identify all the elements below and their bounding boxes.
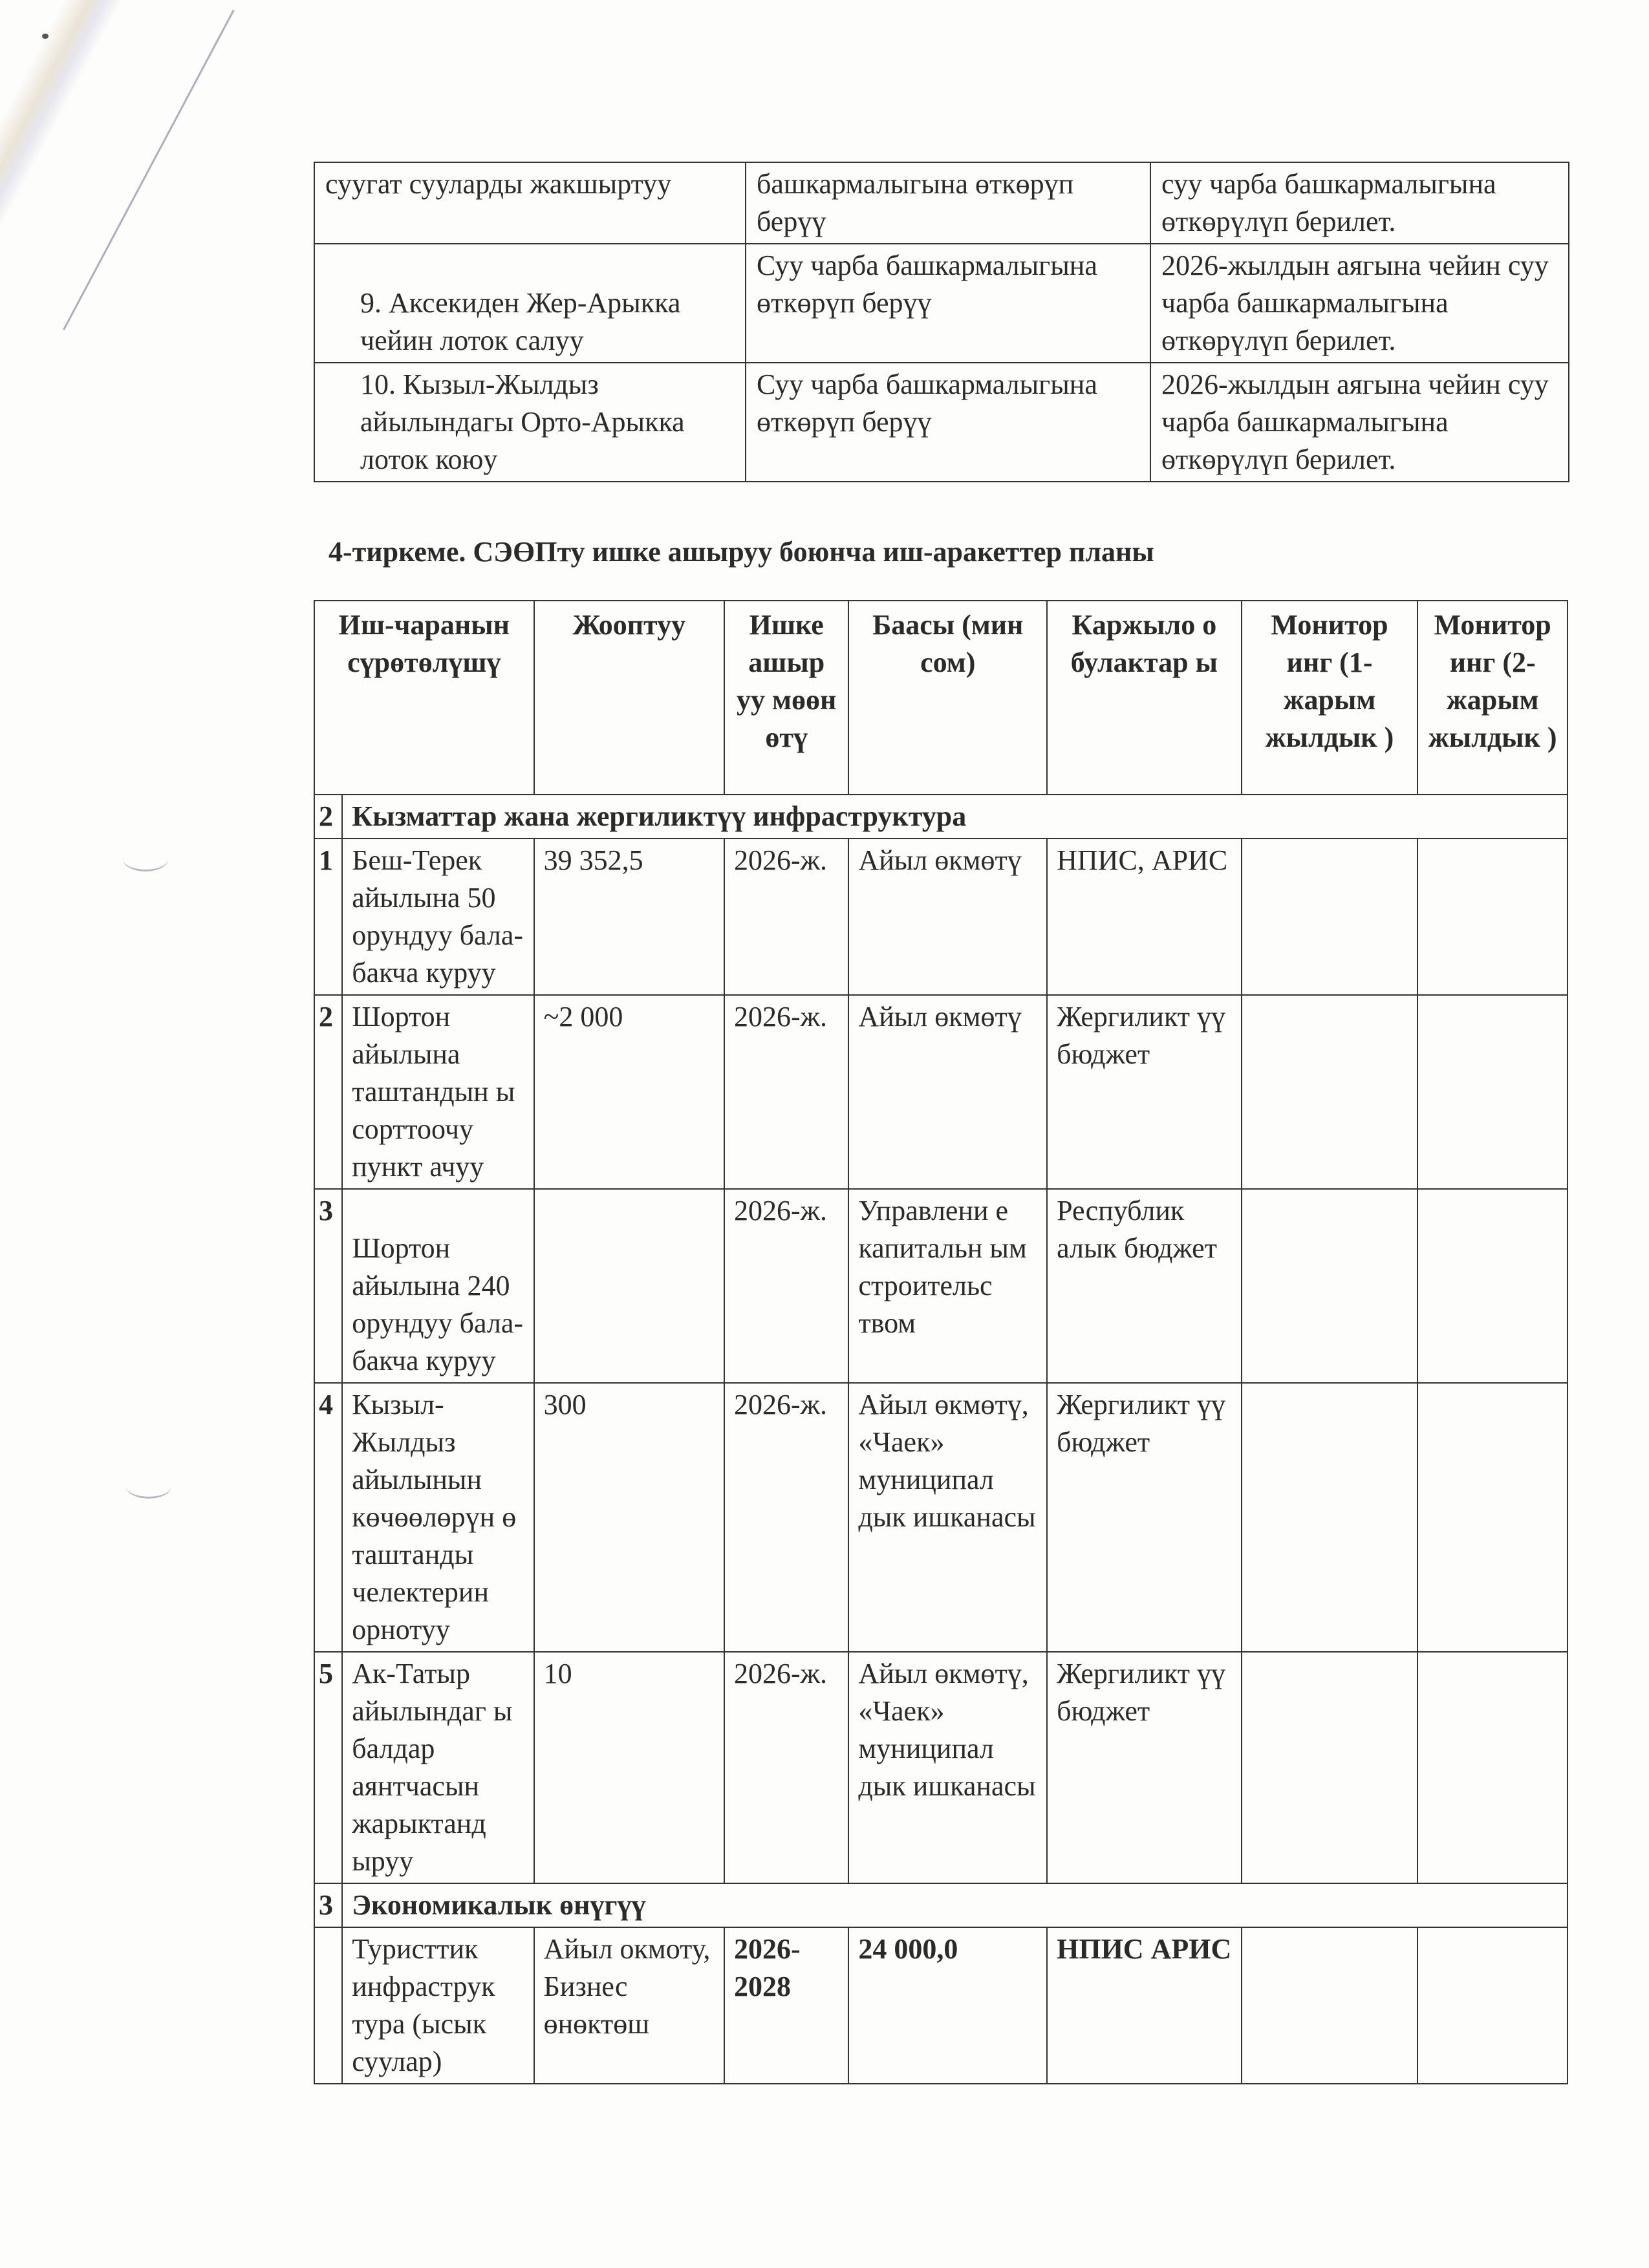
table-row: [314, 839, 1568, 995]
monitoring-2-cell: [1417, 839, 1568, 995]
annex-heading: 4-тиркеме. СЭӨПту ишке ашыруу боюнча иш-аракеттер планы: [329, 536, 1154, 568]
monitoring-2-cell: [1417, 995, 1568, 1189]
timeline-cell: 2026-ж.: [724, 1652, 848, 1883]
header-monitoring-1: Монитор инг (1-жарым жылдык ): [1242, 601, 1418, 795]
header-timeline: Ишке ашыр уу мөөн өтү: [724, 601, 848, 795]
header-responsible: Жоoптуу: [534, 601, 724, 795]
monitoring-1-cell: [1242, 1927, 1418, 2084]
responsible-cell: Айыл окмоту, Бизнес өнөктөш: [534, 1927, 724, 2084]
activity-cell: суугат сууларды жакшыртуу: [314, 162, 746, 244]
section-row: [314, 795, 1568, 839]
funding-cell: Жергиликт үү бюджет: [1047, 1652, 1242, 1883]
section-number: 3: [314, 1883, 342, 1927]
row-number: 5: [314, 1652, 342, 1883]
action-cell: Суу чарба башкармалыгына өткөрүп берүү: [746, 363, 1150, 482]
monitoring-2-cell: [1417, 1189, 1568, 1383]
description-cell: Беш-Терек айылына 50 орундуу бала-бакча куруу: [342, 839, 534, 995]
timeline-cell: 2026-2028: [724, 1927, 848, 2084]
row-number: 1: [314, 839, 342, 995]
table-row: [314, 363, 1569, 482]
header-description: Иш-чаранын сүрөтөлүшү: [314, 601, 534, 795]
table-row: [314, 1189, 1568, 1383]
funding-cell: Жергиликт үү бюджет: [1047, 995, 1242, 1189]
status-cell: 2026-жылдын аягына чейин суу чарба башкармалыгына өткөрүлүп берилет.: [1150, 244, 1569, 363]
monitoring-2-cell: [1417, 1383, 1568, 1652]
table-row: [314, 244, 1569, 363]
row-number: 4: [314, 1383, 342, 1652]
funding-cell: НПИС, АРИС: [1047, 839, 1242, 995]
funding-cell: Республик алык бюджет: [1047, 1189, 1242, 1383]
scan-shadow-artifact: [0, 0, 124, 512]
funding-cell: Жергиликт үү бюджет: [1047, 1383, 1242, 1652]
section-title: Экономикалык өнүгүү: [342, 1883, 1568, 1927]
responsible-cell: ~2 000: [534, 995, 724, 1189]
cost-cell: Айыл өкмөтү: [848, 995, 1047, 1189]
row-number: 2: [314, 995, 342, 1189]
action-plan-table: [314, 600, 1568, 2084]
table-row: [314, 1383, 1568, 1652]
row-number: [314, 1927, 342, 2084]
timeline-cell: 2026-ж.: [724, 839, 848, 995]
funding-cell: НПИС АРИС: [1047, 1927, 1242, 2084]
monitoring-1-cell: [1242, 1652, 1418, 1883]
table-row: [314, 995, 1568, 1189]
row-number: 3: [314, 1189, 342, 1383]
monitoring-1-cell: [1242, 1189, 1418, 1383]
status-cell: суу чарба башкармалыгына өткөрүлүп берилет.: [1150, 162, 1569, 244]
section-title: Кызматтар жана жергиликтүү инфраструктура: [342, 795, 1568, 839]
table-row: [314, 1652, 1568, 1883]
section-number: 2: [314, 795, 342, 839]
description-cell: Шортон айылына таштандын ы сорттоочу пункт ачуу: [342, 995, 534, 1189]
table-row: [314, 162, 1569, 244]
cost-cell: Айыл өкмөтү: [848, 839, 1047, 995]
section-row: [314, 1883, 1568, 1927]
description-cell: Ак-Татыр айылындаг ы балдар аянтчасын жарыктанд ыруу: [342, 1652, 534, 1883]
description-cell: Туристтик инфраструк тура (ысык суулар): [342, 1927, 534, 2084]
cost-cell: Айыл өкмөтү, «Чаек» муниципал дык ишканасы: [848, 1652, 1047, 1883]
monitoring-1-cell: [1242, 839, 1418, 995]
cost-cell: Управлени е капитальн ым строительс твом: [848, 1189, 1047, 1383]
status-cell: 2026-жылдын аягына чейин суу чарба башкармалыгына өткөрүлүп берилет.: [1150, 363, 1569, 482]
cost-cell: 24 000,0: [848, 1927, 1047, 2084]
activity-cell: 10. Кызыл-Жылдыз айылындагы Орто-Арыкка лоток коюу: [314, 363, 746, 482]
monitoring-2-cell: [1417, 1927, 1568, 2084]
description-cell: Шортон айылына 240 орундуу бала-бакча куруу: [342, 1189, 534, 1383]
header-row: [314, 601, 1568, 795]
water-management-table: [314, 162, 1569, 482]
description-cell: Кызыл-Жылдыз айылынын көчөөлөрүн ө таштанды челектерин орнотуу: [342, 1383, 534, 1652]
responsible-cell: 39 352,5: [534, 839, 724, 995]
monitoring-1-cell: [1242, 995, 1418, 1189]
activity-cell: 9. Аксекиден Жер-Арыкка чейин лоток салуу: [314, 244, 746, 363]
responsible-cell: 300: [534, 1383, 724, 1652]
timeline-cell: 2026-ж.: [724, 995, 848, 1189]
scan-speck: [42, 34, 48, 39]
binder-hole-mark: [123, 847, 168, 872]
action-cell: башкармалыгына өткөрүп берүү: [746, 162, 1150, 244]
action-cell: Суу чарба башкармалыгына өткөрүп берүү: [746, 244, 1150, 363]
responsible-cell: [534, 1189, 724, 1383]
responsible-cell: 10: [534, 1652, 724, 1883]
table-row: [314, 1927, 1568, 2084]
header-monitoring-2: Монитор инг (2-жарым жылдык ): [1417, 601, 1568, 795]
timeline-cell: 2026-ж.: [724, 1383, 848, 1652]
monitoring-1-cell: [1242, 1383, 1418, 1652]
monitoring-2-cell: [1417, 1652, 1568, 1883]
binder-hole-mark: [126, 1474, 171, 1499]
timeline-cell: 2026-ж.: [724, 1189, 848, 1383]
header-cost: Баасы (мин сом): [848, 601, 1047, 795]
cost-cell: Айыл өкмөтү, «Чаек» муниципал дык ишканасы: [848, 1383, 1047, 1652]
header-funding: Каржыло о булактар ы: [1047, 601, 1242, 795]
